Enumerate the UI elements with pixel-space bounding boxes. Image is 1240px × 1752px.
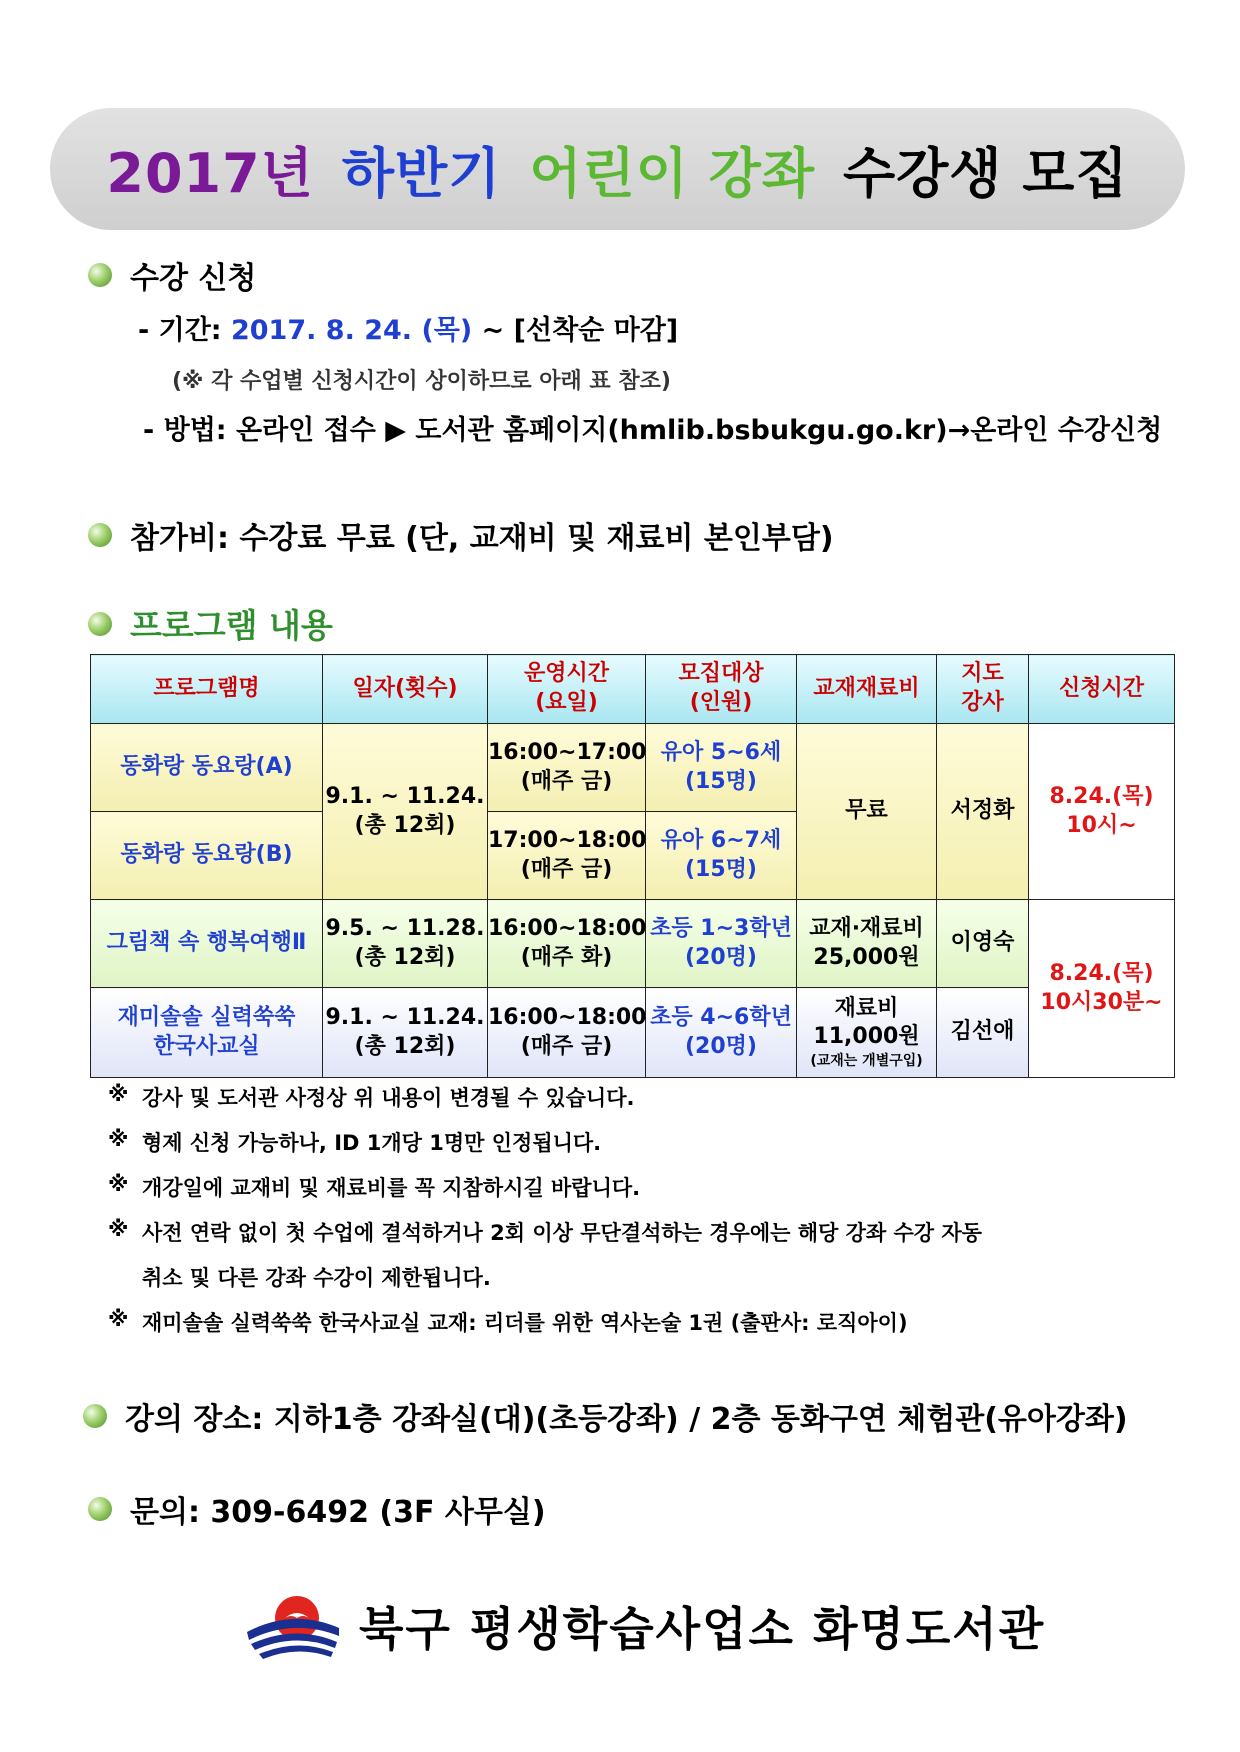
header-fee: 교재재료비 (797, 655, 937, 724)
registration-heading: 수강 신청 (130, 261, 257, 296)
period-value: 2017. 8. 24. (목) (230, 315, 473, 346)
footer (245, 1588, 1045, 1664)
note-item (108, 1217, 982, 1262)
method-label: - 방법: (143, 415, 227, 446)
note-mark: ※ (108, 1127, 129, 1151)
program-target: 유아 5~6세 (15명) (646, 724, 797, 812)
program-apply-time: 8.24.(목) 10시30분~ (1029, 900, 1175, 1078)
program-target: 초등 4~6학년 (20명) (646, 988, 797, 1078)
program-teacher: 김선애 (937, 988, 1029, 1078)
note-text: 취소 및 다른 강좌 수강이 제한됩니다. (142, 1266, 491, 1290)
venue-section (83, 1394, 1128, 1438)
note-text: 재미솔솔 실력쑥쑥 한국사교실 교재: 리더를 위한 역사논술 1권 (출판사: 로직아이) (142, 1311, 908, 1335)
program-fee-note: (교재는 개별구입) (810, 1053, 923, 1069)
program-table (90, 654, 1175, 1078)
registration-section (88, 253, 256, 297)
program-time: 16:00~18:00 (매주 화) (488, 900, 646, 988)
header-teacher: 지도 강사 (937, 655, 1029, 724)
title-half: 하반기 (341, 141, 502, 205)
note-item (108, 1082, 982, 1127)
note-text: 개강일에 교재비 및 재료비를 꼭 지참하시길 바랍니다. (142, 1176, 641, 1200)
title-banner (50, 108, 1185, 230)
note-continuation (108, 1262, 982, 1307)
program-section (88, 600, 333, 647)
bullet-icon (83, 1404, 107, 1428)
program-dates: 9.5. ~ 11.28. (총 12회) (323, 900, 488, 988)
program-time: 17:00~18:00 (매주 금) (488, 812, 646, 900)
program-time: 16:00~17:00 (매주 금) (488, 724, 646, 812)
program-name: 동화랑 동요랑(B) (91, 812, 323, 900)
period-suffix: ~ [선착순 마감] (481, 315, 679, 346)
note-text: 형제 신청 가능하나, ID 1개당 1명만 인정됩니다. (142, 1131, 602, 1155)
program-teacher: 이영숙 (937, 900, 1029, 988)
note-item (108, 1307, 982, 1352)
note-mark: ※ (108, 1217, 129, 1241)
program-name: 동화랑 동요랑(A) (91, 724, 323, 812)
header-program-name: 프로그램명 (91, 655, 323, 724)
header-target: 모집대상 (인원) (646, 655, 797, 724)
program-name: 재미솔솔 실력쑥쑥 한국사교실 (91, 988, 323, 1078)
note-mark: ※ (108, 1082, 129, 1106)
header-dates: 일자(횟수) (323, 655, 488, 724)
note-item (108, 1127, 982, 1172)
program-fee: 재료비 11,000원 (813, 995, 920, 1050)
bullet-icon (88, 1497, 112, 1521)
table-row (91, 900, 1175, 988)
program-fee: 무료 (797, 724, 937, 900)
header-apply: 신청시간 (1029, 655, 1175, 724)
title-recruit: 수강생 모집 (842, 141, 1129, 205)
period-line (138, 308, 678, 347)
contact-section (88, 1487, 546, 1531)
method-line (143, 408, 1162, 447)
program-teacher: 서정화 (937, 724, 1029, 900)
fee-section (88, 513, 834, 557)
period-label: - 기간: (138, 315, 222, 346)
bullet-icon (88, 523, 112, 547)
program-apply-time: 8.24.(목) 10시~ (1029, 724, 1175, 900)
program-target: 유아 6~7세 (15명) (646, 812, 797, 900)
library-name: 북구 평생학습사업소 화명도서관 (359, 1602, 1046, 1656)
method-value: 온라인 접수 ▶ 도서관 홈페이지(hmlib.bsbukgu.go.kr)→온라인 수강신청 (235, 415, 1163, 446)
note-mark: ※ (108, 1307, 129, 1331)
library-logo-icon (245, 1588, 341, 1664)
fee-text: 참가비: 수강료 무료 (단, 교재비 및 재료비 본인부담) (130, 521, 834, 556)
program-name: 그림책 속 행복여행Ⅱ (91, 900, 323, 988)
title-year: 2017년 (106, 141, 314, 205)
table-row (91, 988, 1175, 1078)
contact-text: 문의: 309-6492 (3F 사무실) (130, 1495, 546, 1530)
header-time: 운영시간 (요일) (488, 655, 646, 724)
note-text: 사전 연락 없이 첫 수업에 결석하거나 2회 이상 무단결석하는 경우에는 해당 강좌 수강 자동 (142, 1221, 982, 1245)
program-dates: 9.1. ~ 11.24. (총 12회) (323, 988, 488, 1078)
note-text: 강사 및 도서관 사정상 위 내용이 변경될 수 있습니다. (142, 1086, 635, 1110)
program-dates: 9.1. ~ 11.24. (총 12회) (323, 724, 488, 900)
program-time: 16:00~18:00 (매주 금) (488, 988, 646, 1078)
bullet-icon (88, 263, 112, 287)
program-fee: 교재·재료비 25,000원 (797, 900, 937, 988)
program-heading: 프로그램 내용 (130, 606, 333, 645)
notes-list (108, 1082, 982, 1352)
venue-text: 강의 장소: 지하1층 강좌실(대)(초등강좌) / 2층 동화구연 체험관(유아강좌) (125, 1402, 1128, 1437)
program-fee-cell (797, 988, 937, 1078)
note-item (108, 1172, 982, 1217)
period-note: (※ 각 수업별 신청시간이 상이하므로 아래 표 참조) (172, 369, 671, 394)
table-row (91, 724, 1175, 812)
note-mark: ※ (108, 1172, 129, 1196)
program-target: 초등 1~3학년 (20명) (646, 900, 797, 988)
title-children: 어린이 강좌 (529, 141, 815, 205)
bullet-icon (88, 612, 112, 636)
table-header-row (91, 655, 1175, 724)
